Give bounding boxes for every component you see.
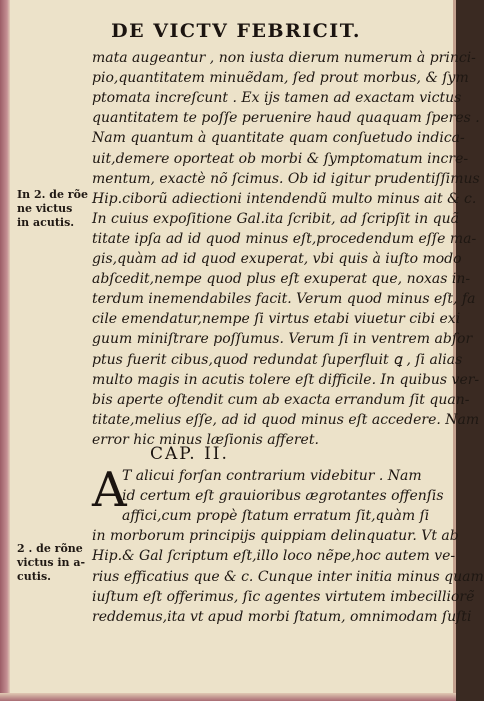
- text-line: mata augeantur , non iusta dierum numerum à princi-: [92, 50, 476, 66]
- drop-cap: A: [92, 462, 127, 518]
- running-header: [0, 20, 456, 44]
- text-line: ptomata increſcunt . Ex ijs tamen ad exactam victus: [92, 90, 462, 107]
- chapter-text-line: reddemus,ita vt apud morbi ſtatum, omnimodam ſuſti: [92, 608, 472, 625]
- text-line: Nam quantum à quantitate quam conſuetudo indica-: [92, 130, 465, 147]
- margin-note-1: [17, 188, 89, 230]
- margin-note-line: In 2. de rõe: [17, 188, 88, 201]
- chapter-text-line: in morborum principijs quippiam delinquatur. Vt ab: [92, 528, 459, 545]
- text-line: pio,quantitatem minuẽdam, ſed prout morbus, & ſym: [92, 70, 469, 87]
- text-line: Hip.ciborũ adiectioni intendendũ multo minus ait & c.: [92, 190, 477, 207]
- chapter-heading: CAP. II.: [150, 444, 229, 464]
- text-line: cile emendatur,nempe ſi virtus etabi viuetur cibi exi: [92, 311, 461, 328]
- text-line: titate,melius eſſe, ad id quod minus eſt accedere. Nam: [92, 411, 480, 428]
- text-line: mentum, exactè nõ ſcimus. Ob id igitur prudentiſſimus: [92, 170, 480, 187]
- text-line: quantitatem te poſſe peruenire haud quaquam ſperes .: [92, 110, 480, 127]
- chapter-text-line: iuſtum eſt offerimus, ſic agentes virtutem imbecilliorẽ: [92, 588, 475, 605]
- text-line: gis,quàm ad id quod exuperat, vbi quis à iuſto modo: [92, 251, 462, 267]
- text-line: uit,demere oporteat ob morbi & ſymptomatum incre-: [92, 150, 469, 167]
- text-line: ptus fuerit cibus,quod redundat ſuperfluit ꝗ , ſi alias: [92, 351, 463, 368]
- chapter-text-line: rius efficatius que & c. Cunque inter initia minus quam: [92, 568, 484, 585]
- chapter-text-line: id certum eſt grauioribus ægrotantes offenſis: [122, 488, 444, 505]
- page-left-edge: [0, 0, 10, 701]
- margin-note-2: [17, 542, 89, 584]
- text-line: error hic minus læſionis afferet.: [92, 431, 319, 448]
- margin-note-line: victus in a-: [17, 556, 86, 569]
- text-line: titate ipſa ad id quod minus eſt,procedendum eſſe ma-: [92, 230, 477, 247]
- text-line: terdum inemendabiles facit. Verum quod minus eſt, fa: [92, 291, 476, 308]
- margin-note-line: in acutis.: [17, 216, 75, 229]
- chapter-text-line: Hip.& Gal ſcriptum eſt,illo loco nẽpe,hoc autem ve-: [92, 548, 456, 565]
- text-line: guum miniſtrare poſſumus. Verum ſi in ventrem abſor: [92, 331, 473, 348]
- chapter-text-line: T alicui forſan contrarium videbitur . Nam: [122, 468, 422, 484]
- running-title: DE VICTV FEBRICIT.: [111, 20, 361, 42]
- text-line: bis aperte oſtendit cum ab exacta errandum ſit quan-: [92, 391, 470, 408]
- text-line: In cuius expoſitione Gal.ita ſcribit, ad ſcripſit in quã: [92, 210, 459, 227]
- page-bottom-edge: [0, 693, 456, 701]
- chapter-text-line: affici,cum propè ſtatum erratum ſit,quàm ſi: [122, 508, 430, 525]
- text-line: multo magis in acutis tolere eſt difficile. In quibus ver-: [92, 371, 480, 388]
- margin-note-line: 2 . de rõne: [17, 542, 83, 555]
- margin-note-line: ne victus: [17, 202, 73, 215]
- text-line: abſcedit,nempe quod plus eſt exuperat que, noxas in-: [92, 271, 471, 288]
- margin-note-line: cutis.: [17, 570, 51, 583]
